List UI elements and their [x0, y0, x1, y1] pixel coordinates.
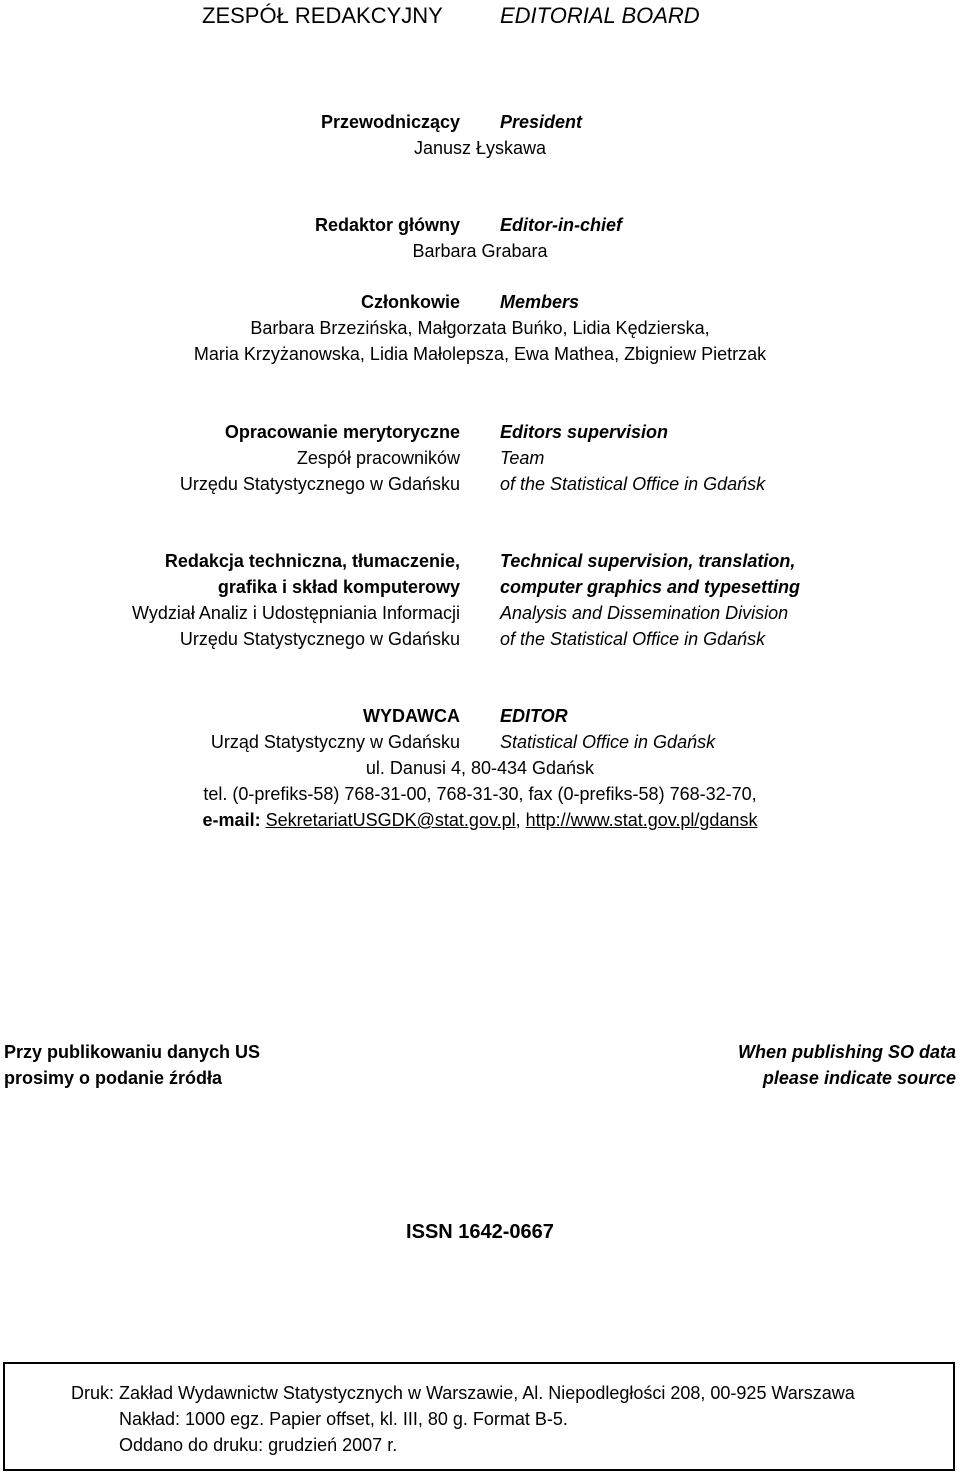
website-link[interactable]: http://www.stat.gov.pl/gdansk [525, 810, 758, 830]
publisher-name-pl: Urząd Statystyczny w Gdańsku [210, 732, 460, 752]
contact-separator: , [515, 810, 521, 830]
supervision-pl-line-3: Urzędu Statystycznego w Gdańsku [179, 474, 460, 494]
notice-en-line-2: please indicate source [762, 1068, 956, 1088]
publisher-label-en: EDITOR [500, 706, 568, 726]
members-line-1: Barbara Brzezińska, Małgorzata Buńko, Lidia Kędzierska, [250, 318, 710, 338]
email-link[interactable]: SekretariatUSGDK@stat.gov.pl [265, 810, 516, 830]
notice-pl-line-1: Przy publikowaniu danych US [4, 1042, 261, 1062]
notice-pl-line-2: prosimy o podanie źródła [4, 1068, 223, 1088]
president-label-pl: Przewodniczący [320, 112, 460, 132]
technical-pl-line-3: Wydział Analiz i Udostępniania Informacji [132, 603, 460, 623]
print-info-line-1: Druk: Zakład Wydawnictw Statystycznych w Warszawie, Al. Niepodległości 208, 00-925 Warszawa [71, 1383, 855, 1403]
president-name: Janusz Łyskawa [413, 138, 547, 158]
technical-pl-line-1: Redakcja techniczna, tłumaczenie, [164, 551, 460, 571]
publisher-name-en: Statistical Office in Gdańsk [500, 732, 716, 752]
technical-en-line-1: Technical supervision, translation, [500, 551, 796, 571]
publisher-label-pl: WYDAWCA [363, 706, 460, 726]
print-info-line-2: Nakład: 1000 egz. Papier offset, kl. III, 80 g. Format B-5. [119, 1409, 568, 1429]
header-title-en: EDITORIAL BOARD [500, 3, 700, 28]
issn: ISSN 1642-0667 [406, 1221, 554, 1243]
publisher-phone: tel. (0-prefiks-58) 768-31-00, 768-31-30, fax (0-prefiks-58) 768-32-70, [203, 784, 757, 804]
technical-en-line-2: computer graphics and typesetting [500, 577, 801, 597]
members-label-pl: Członkowie [360, 292, 460, 312]
president-label-en: President [500, 112, 583, 132]
publisher-address: ul. Danusi 4, 80-434 Gdańsk [365, 758, 595, 778]
notice-en-line-1: When publishing SO data [738, 1042, 956, 1062]
supervision-en-line-1: Editors supervision [500, 422, 669, 442]
technical-pl-line-4: Urzędu Statystycznego w Gdańsku [179, 629, 460, 649]
email-label: e-mail: [202, 810, 261, 830]
members-line-2: Maria Krzyżanowska, Lidia Małolepsza, Ewa Mathea, Zbigniew Pietrzak [193, 344, 767, 364]
technical-en-line-3: Analysis and Dissemination Division [500, 603, 789, 623]
supervision-pl-line-1: Opracowanie merytoryczne [224, 422, 460, 442]
technical-en-line-4: of the Statistical Office in Gdańsk [500, 629, 766, 649]
supervision-en-line-3: of the Statistical Office in Gdańsk [500, 474, 766, 494]
supervision-pl-line-2: Zespół pracowników [296, 448, 460, 468]
editor-in-chief-label-en: Editor-in-chief [500, 215, 622, 235]
publisher-contact-line [0, 808, 960, 832]
print-info-box [3, 1362, 955, 1471]
editor-in-chief-name: Barbara Grabara [412, 241, 548, 261]
editor-in-chief-label-pl: Redaktor główny [314, 215, 460, 235]
members-label-en: Members [500, 292, 580, 312]
print-info-line-3: Oddano do druku: grudzień 2007 r. [119, 1435, 398, 1455]
header-title-pl: ZESPÓŁ REDAKCYJNY [202, 3, 443, 28]
technical-pl-line-2: grafika i skład komputerowy [217, 577, 460, 597]
supervision-en-line-2: Team [500, 448, 545, 468]
